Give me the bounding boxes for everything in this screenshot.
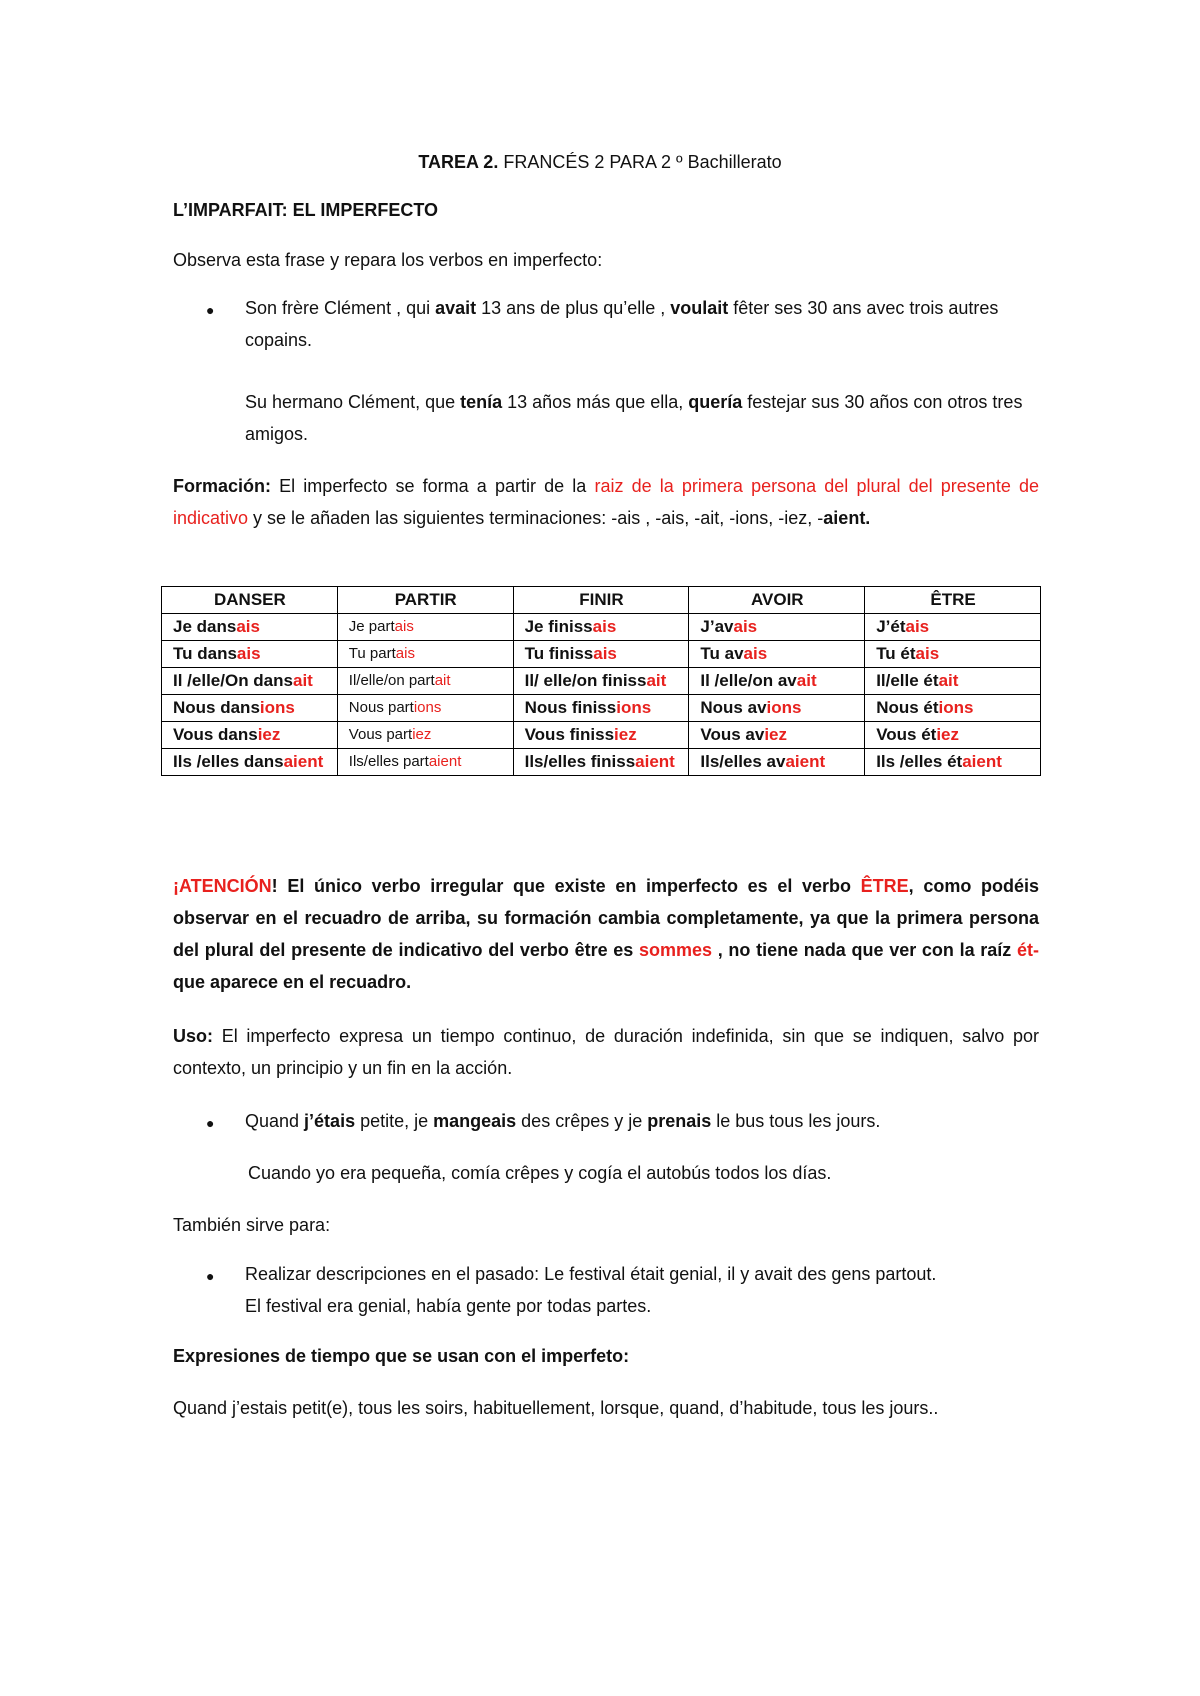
verb-stem: Vous av bbox=[700, 725, 765, 744]
table-row bbox=[162, 749, 1041, 776]
table-cell bbox=[689, 695, 865, 722]
verb-ending: ait bbox=[938, 671, 959, 690]
verb-stem: Nous ét bbox=[876, 698, 939, 717]
verb-ending: ais bbox=[395, 645, 415, 662]
table-row bbox=[162, 641, 1041, 668]
verb-ending: ions bbox=[413, 699, 442, 716]
table-cell bbox=[337, 668, 513, 695]
verb-stem: Tu dans bbox=[173, 644, 237, 663]
table-cell bbox=[337, 641, 513, 668]
table-header-row bbox=[162, 587, 1041, 614]
verb-ending: ions bbox=[766, 698, 802, 717]
verb-stem: Nous finiss bbox=[524, 698, 617, 717]
table-cell bbox=[865, 749, 1041, 776]
table-cell bbox=[337, 749, 513, 776]
table-cell bbox=[865, 668, 1041, 695]
table-cell bbox=[865, 722, 1041, 749]
verb-ending: ions bbox=[616, 698, 652, 717]
verb-ending: ais bbox=[236, 617, 260, 636]
table-header-cell: FINIR bbox=[513, 587, 689, 614]
verb-stem: Vous dans bbox=[173, 725, 258, 744]
verb-stem: Je part bbox=[348, 618, 395, 635]
verb-stem: Nous dans bbox=[173, 698, 260, 717]
table-cell bbox=[689, 722, 865, 749]
table-cell bbox=[865, 614, 1041, 641]
table-cell bbox=[162, 695, 338, 722]
table-cell bbox=[513, 614, 689, 641]
verb-stem: J’ét bbox=[876, 617, 906, 636]
table-cell bbox=[337, 695, 513, 722]
conjugation-table bbox=[161, 586, 1041, 776]
verb-ending: aient bbox=[428, 753, 462, 770]
table-cell bbox=[513, 749, 689, 776]
verb-ending: ait bbox=[434, 672, 451, 689]
table-cell bbox=[513, 695, 689, 722]
table-cell bbox=[865, 641, 1041, 668]
verb-stem: Ils/elles av bbox=[700, 752, 786, 771]
atencion-paragraph: ¡ATENCIÓN! El único verbo irregular que existe en imperfecto es el verbo ÊTRE, como podéis observar en el recuadro de arriba, su formación cambia completamente, ya que la primera persona del plural del presente de indicativo del verbo être es sommes , no tiene nada que ver con la raíz ét- que aparece en el recuadro. bbox=[173, 876, 1039, 992]
verb-ending: aient bbox=[785, 752, 826, 771]
example2-french: Quand j’étais petite, je mangeais des crêpes y je prenais le bus tous les jours. bbox=[245, 1111, 881, 1131]
verb-ending: iez bbox=[936, 725, 960, 744]
verb-ending: iez bbox=[412, 726, 432, 743]
table-cell bbox=[162, 722, 338, 749]
verb-ending: ait bbox=[796, 671, 817, 690]
table-cell bbox=[689, 614, 865, 641]
page-title: TAREA 2. FRANCÉS 2 PARA 2 º Bachillerato bbox=[418, 152, 782, 172]
verb-stem: Vous finiss bbox=[524, 725, 615, 744]
verb-ending: iez bbox=[614, 725, 637, 744]
verb-stem: Tu ét bbox=[876, 644, 916, 663]
verb-ending: ais bbox=[743, 644, 768, 663]
verb-stem: Tu av bbox=[700, 644, 744, 663]
verb-ending: ais bbox=[733, 617, 758, 636]
table-row bbox=[162, 722, 1041, 749]
verb-ending: ais bbox=[592, 617, 617, 636]
table-row bbox=[162, 668, 1041, 695]
verb-stem: Nous av bbox=[700, 698, 767, 717]
tambien-text: También sirve para: bbox=[173, 1215, 331, 1235]
verb-ending: iez bbox=[764, 725, 788, 744]
example2-spanish: Cuando yo era pequeña, comía crêpes y cogía el autobús todos los días. bbox=[248, 1163, 832, 1183]
verb-stem: Vous ét bbox=[876, 725, 937, 744]
verb-ending: aient bbox=[635, 752, 675, 771]
verb-ending: ais bbox=[394, 618, 414, 635]
verb-ending: ais bbox=[915, 644, 940, 663]
verb-stem: Nous part bbox=[348, 699, 414, 716]
verb-ending: aient bbox=[962, 752, 1002, 771]
table-row bbox=[162, 695, 1041, 722]
verb-stem: Il /elle/on av bbox=[700, 671, 797, 690]
verb-stem: Ils/elles part bbox=[348, 753, 429, 770]
verb-ending: ais bbox=[593, 644, 617, 663]
verb-stem: Je dans bbox=[173, 617, 237, 636]
table-header-cell: ÊTRE bbox=[865, 587, 1041, 614]
table-row bbox=[162, 614, 1041, 641]
verb-stem: Vous part bbox=[348, 726, 413, 743]
table-cell bbox=[865, 695, 1041, 722]
expresiones-title: Expresiones de tiempo que se usan con el imperfeto: bbox=[173, 1346, 630, 1366]
verb-stem: Ils /elles ét bbox=[876, 752, 963, 771]
verb-ending: iez bbox=[257, 725, 281, 744]
formacion-paragraph: Formación: El imperfecto se forma a partir de la raiz de la primera persona del plural del presente de indicativo y se le añaden las siguientes terminaciones: -ais , -ais, -ait, -ions, -iez, -aient. bbox=[173, 476, 1039, 528]
uso-paragraph: Uso: El imperfecto expresa un tiempo continuo, de duración indefinida, sin que se indiquen, salvo por contexto, un principio y un fin en la acción. bbox=[173, 1026, 1039, 1078]
verb-stem: Tu part bbox=[348, 645, 396, 662]
table-header-cell: DANSER bbox=[162, 587, 338, 614]
expresiones-text: Quand j’estais petit(e), tous les soirs, habituellement, lorsque, quand, d’habitude, tous les jours.. bbox=[173, 1398, 939, 1418]
bullet-icon: ● bbox=[206, 1115, 215, 1131]
verb-ending: ais bbox=[905, 617, 930, 636]
table-cell bbox=[689, 641, 865, 668]
verb-stem: J’av bbox=[700, 617, 734, 636]
verb-ending: aient bbox=[283, 752, 324, 771]
verb-ending: ait bbox=[292, 671, 313, 690]
section-title: L’IMPARFAIT: EL IMPERFECTO bbox=[173, 200, 439, 220]
verb-stem: Il/elle ét bbox=[876, 671, 939, 690]
verb-stem: Ils/elles finiss bbox=[524, 752, 636, 771]
table-cell bbox=[162, 749, 338, 776]
table-cell bbox=[162, 614, 338, 641]
table-cell bbox=[162, 668, 338, 695]
verb-ending: ions bbox=[938, 698, 974, 717]
verb-stem: Tu finiss bbox=[524, 644, 594, 663]
table-cell bbox=[162, 641, 338, 668]
table-cell bbox=[513, 641, 689, 668]
verb-stem: Je finiss bbox=[524, 617, 593, 636]
verb-stem: Il/ elle/on finiss bbox=[524, 671, 647, 690]
table-header-cell: AVOIR bbox=[689, 587, 865, 614]
description-line: Realizar descripciones en el pasado: Le festival était genial, il y avait des gens partout. bbox=[245, 1264, 937, 1284]
table-body bbox=[162, 614, 1041, 776]
description-translation: El festival era genial, había gente por todas partes. bbox=[245, 1296, 652, 1316]
table-cell bbox=[513, 722, 689, 749]
table-cell bbox=[337, 614, 513, 641]
bullet-icon: ● bbox=[206, 302, 215, 318]
table-cell bbox=[513, 668, 689, 695]
table-cell bbox=[689, 749, 865, 776]
table-cell bbox=[337, 722, 513, 749]
verb-ending: ais bbox=[236, 644, 261, 663]
table-cell bbox=[689, 668, 865, 695]
verb-ending: ions bbox=[259, 698, 295, 717]
intro-text: Observa esta frase y repara los verbos en imperfecto: bbox=[173, 250, 603, 270]
verb-stem: Ils /elles dans bbox=[173, 752, 284, 771]
verb-stem: Il /elle/On dans bbox=[173, 671, 293, 690]
verb-ending: ait bbox=[646, 671, 667, 690]
table-header-cell: PARTIR bbox=[337, 587, 513, 614]
bullet-icon: ● bbox=[206, 1268, 215, 1284]
example-spanish: Su hermano Clément, que tenía 13 años más que ella, quería festejar sus 30 años con otros tres amigos. bbox=[245, 392, 1023, 444]
verb-stem: Il/elle/on part bbox=[348, 672, 435, 689]
example-french: Son frère Clément , qui avait 13 ans de plus qu’elle , voulait fêter ses 30 ans avec trois autres copains. bbox=[245, 298, 999, 350]
